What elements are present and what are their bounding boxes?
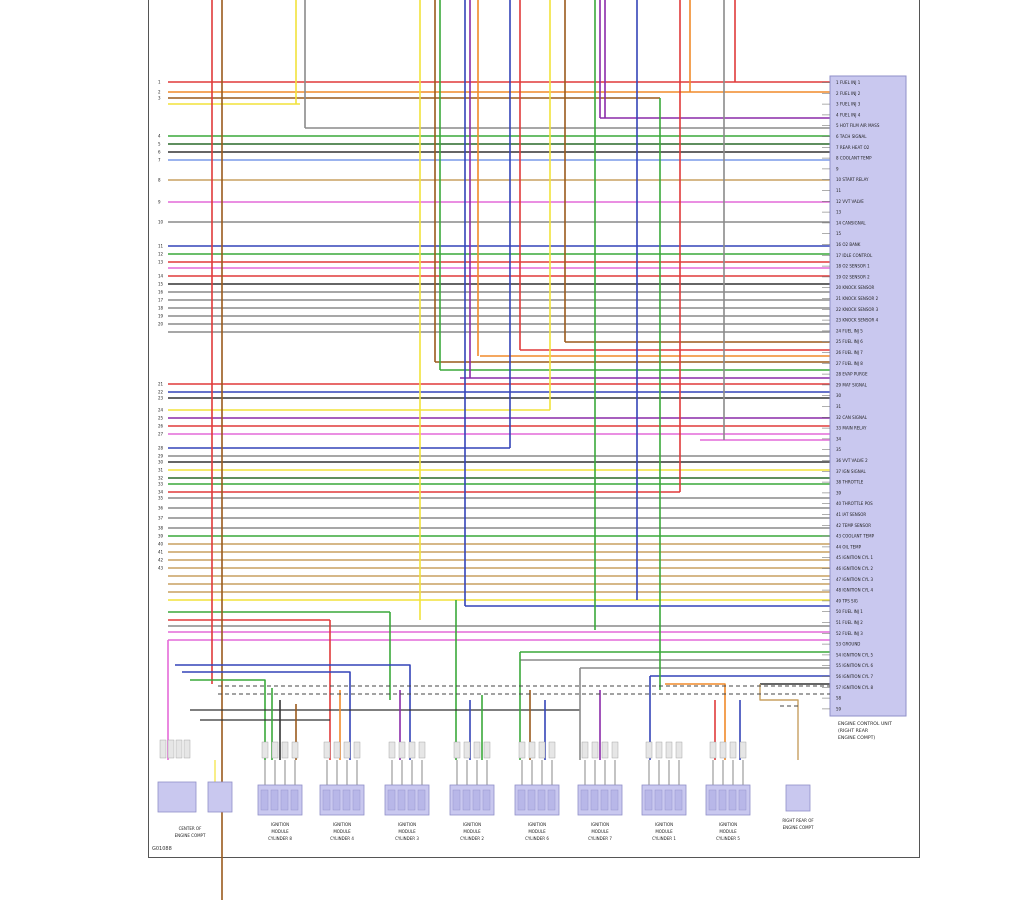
coil-pin-label-box [282,742,288,758]
ecm-pin-label: 35 [836,447,842,453]
left-pin-number: 39 [158,533,164,539]
left-pin-number: 38 [158,525,164,531]
ecm-pin-label: 42 TEMP SENSOR [836,522,871,528]
coil-terminal [528,790,535,810]
ecm-pin-label: 49 TPS SIG [836,598,858,604]
coil-terminal [281,790,288,810]
coil-terminal [333,790,340,810]
coil-pin-label-box [399,742,405,758]
coil-module-label: IGNITION [527,822,547,827]
ecm-pin-label: 38 THROTTLE [836,479,864,485]
left-pin-number: 41 [158,549,164,555]
coil-pin-label-box [612,742,618,758]
ecm-pin-label: 13 [836,209,842,215]
ecm-pin-label: 10 START RELAY [836,177,869,183]
coil-terminal [388,790,395,810]
ecm-pin-label: 54 IGNITION CYL 5 [836,652,874,658]
ecm-pin-label: 52 FUEL INJ 3 [836,630,863,636]
left-pin-number: 6 [158,149,161,155]
left-pin-number: 8 [158,177,161,183]
ecm-pin-label: 11 [836,188,842,193]
coil-pin-label-box [582,742,588,758]
ecm-pin-label: 56 IGNITION CYL 7 [836,674,874,679]
ecm-pin-label: 39 [836,490,842,496]
coil-terminal [538,790,545,810]
left-pin-number: 26 [158,423,164,429]
left-pin-number: 1 [158,79,161,85]
ecm-label-line: ENGINE CONTROL UNIT [838,722,892,727]
coil-terminal [729,790,736,810]
ecm-pin-label: 41 IAT SENSOR [836,512,867,517]
coil-module-label: CYLINDER 8 [268,836,292,841]
coil-module-label: CYLINDER 3 [395,836,419,841]
coil-terminal [261,790,268,810]
left-pin-number: 27 [158,431,164,437]
coil-pin-label-box [592,742,598,758]
ecm-pin-label: 18 O2 SENSOR 1 [836,263,870,269]
ecm-pin-label: 17 IDLE CONTROL [836,252,873,258]
ecm-pin-label: 32 CAN SIGNAL [836,414,867,420]
coil-pin-label-box [720,742,726,758]
ecm-pin-label: 22 KNOCK SENSOR 3 [836,306,879,312]
ecm-pin-label: 20 KNOCK SENSOR [836,285,875,291]
coil-pin-label-box [272,742,278,758]
coil-module-label: IGNITION [462,822,482,827]
coil-module-label: MODULE [528,829,546,834]
coil-pin-label-box [292,742,298,758]
coil-pin-label-box [710,742,716,758]
left-pin-number: 28 [158,445,164,451]
connector-pin-label-box [160,740,166,758]
center-connector-label: ENGINE COMPT [174,833,206,838]
coil-terminal [271,790,278,810]
coil-pin-label-box [389,742,395,758]
ecm-pin-label: 2 FUEL INJ 2 [836,90,861,96]
connector-pin-label-box [176,740,182,758]
ecm-pin-label: 59 [836,706,842,712]
ecm-pin-label: 27 FUEL INJ 8 [836,360,863,366]
ecm-pin-label: 55 IGNITION CYL 6 [836,663,874,669]
ecm-pin-label: 51 FUEL INJ 2 [836,620,863,625]
coil-module-label: IGNITION [590,822,610,827]
ecm-pin-label: 36 VVT VALVE 2 [836,458,868,463]
coil-pin-label-box [519,742,525,758]
coil-module-label: MODULE [719,829,737,834]
left-pin-number: 2 [158,89,161,95]
connector-pin-label-box [168,740,174,758]
ignition-coil-module [706,742,750,841]
left-pin-number: 20 [158,321,164,327]
left-pin-number: 31 [158,467,164,473]
left-pin-number: 15 [158,281,164,287]
center-connector-label: CENTER OF [178,826,202,831]
coil-pin-label-box [409,742,415,758]
coil-module-label: CYLINDER 5 [716,836,740,841]
left-pin-number: 30 [158,459,164,465]
coil-pin-label-box [740,742,746,758]
coil-terminal [323,790,330,810]
coil-pin-label-box [666,742,672,758]
left-pin-number: 18 [158,305,164,311]
coil-module-label: CYLINDER 2 [460,836,484,841]
ecm-pin-label: 21 KNOCK SENSOR 2 [836,296,879,301]
coil-pin-label-box [602,742,608,758]
left-pin-number: 11 [158,243,164,249]
left-pin-number: 29 [158,453,164,459]
ecm-pin-label: 48 IGNITION CYL 4 [836,587,874,593]
left-pin-number: 23 [158,395,164,401]
coil-pin-label-box [262,742,268,758]
coil-terminal [601,790,608,810]
coil-pin-label-box [539,742,545,758]
coil-module-label: MODULE [271,829,289,834]
ignition-coil-module [385,742,429,841]
ignition-coil-modules [258,742,750,841]
ignition-coil-module [642,742,686,841]
left-wire-labels [158,80,164,571]
ecm-pin-label: 43 COOLANT TEMP [836,533,875,539]
left-pin-number: 22 [158,389,164,395]
coil-pin-label-box [656,742,662,758]
ignition-coil-module [515,742,559,841]
ecm-pin-label: 45 IGNITION CYL 1 [836,555,874,561]
coil-terminal [408,790,415,810]
ignition-coil-module [450,742,494,841]
coil-terminal [548,790,555,810]
coil-terminal [665,790,672,810]
left-pin-number: 37 [158,515,164,521]
left-pin-number: 36 [158,505,164,511]
coil-terminal [611,790,618,810]
ecm-pin-label: 4 FUEL INJ 4 [836,112,861,118]
ecm-pin-label: 37 IGN SIGNAL [836,468,866,474]
coil-module-label: MODULE [333,829,351,834]
coil-pin-label-box [419,742,425,758]
connector-pin-label-box [184,740,190,758]
diagram-code: G01088 [152,846,172,852]
left-pin-number: 9 [158,199,161,205]
ecm-pin-label: 7 REAR HEAT O2 [836,144,870,150]
left-pin-number: 34 [158,489,164,495]
left-pin-number: 12 [158,251,164,257]
left-pin-number: 25 [158,415,164,421]
coil-terminal [719,790,726,810]
coil-pin-label-box [730,742,736,758]
coil-module-label: IGNITION [654,822,674,827]
coil-terminal [353,790,360,810]
ecm-pin-label: 1 FUEL INJ 1 [836,80,861,85]
coil-terminal [473,790,480,810]
coil-pin-label-box [549,742,555,758]
left-pin-number: 7 [158,157,161,163]
coil-pin-label-box [484,742,490,758]
ecm-label [838,721,892,741]
ecm-pin-label: 46 IGNITION CYL 2 [836,566,874,571]
coil-module-label: MODULE [591,829,609,834]
coil-module-label: IGNITION [332,822,352,827]
ecm-pin-label: 8 COOLANT TEMP [836,155,872,161]
ecm-pin-label: 3 FUEL INJ 3 [836,101,861,107]
ecm-pin-label: 40 THROTTLE POS [836,501,873,507]
left-pin-number: 13 [158,259,164,265]
coil-pin-label-box [529,742,535,758]
right-ground-label: ENGINE COMPT [782,825,814,830]
right-ground-box [786,785,810,811]
coil-module-label: CYLINDER 1 [652,836,676,841]
coil-module-label: IGNITION [718,822,738,827]
left-pin-number: 24 [158,407,164,413]
left-pin-number: 40 [158,541,164,547]
coil-module-label: CYLINDER 6 [525,836,549,841]
ecm-label-line: (RIGHT REAR [838,729,869,734]
coil-module-label: CYLINDER 7 [588,836,612,841]
left-pin-number: 14 [158,273,164,279]
ecm-pin-label: 19 O2 SENSOR 2 [836,274,870,280]
coil-terminal [483,790,490,810]
coil-terminal [739,790,746,810]
coil-module-label: IGNITION [397,822,417,827]
ecm-pin-label: 15 [836,231,842,237]
ecm-pin-label: 33 MAIN RELAY [836,425,867,431]
coil-terminal [581,790,588,810]
ecm-pin-label: 44 OIL TEMP [836,544,862,550]
coil-module-label: MODULE [463,829,481,834]
ecm-pin-label: 47 IGNITION CYL 3 [836,576,874,582]
left-pin-number: 3 [158,95,161,101]
ecm-pin-label: 26 FUEL INJ 7 [836,350,863,355]
left-pin-number: 21 [158,381,164,387]
coil-pin-label-box [354,742,360,758]
ecm-pin-label: 6 TACH SIGNAL [836,134,867,139]
left-pin-number: 43 [158,565,164,571]
left-pin-number: 10 [158,219,164,225]
left-pin-number: 35 [158,495,164,501]
coil-module-label: MODULE [655,829,673,834]
ecm-pin-label: 5 HOT FILM AIR MASS [836,123,880,129]
coil-pin-label-box [324,742,330,758]
coil-pin-label-box [454,742,460,758]
coil-terminal [591,790,598,810]
left-pin-number: 17 [158,297,164,303]
coil-terminal [518,790,525,810]
coil-terminal [291,790,298,810]
left-pin-number: 19 [158,313,164,319]
coil-terminal [655,790,662,810]
ecm-pin-label: 24 FUEL INJ 5 [836,328,863,334]
center-connector-box [158,782,196,812]
ecm-pin-label: 29 MAF SIGNAL [836,382,867,388]
coil-module-label: MODULE [398,829,416,834]
left-pin-number: 16 [158,289,164,295]
coil-terminal [463,790,470,810]
coil-pin-label-box [676,742,682,758]
ecm-pin-label: 30 [836,393,842,399]
ground-connector-box [208,782,232,812]
wire-loop [760,684,798,760]
ecm-pin-label: 16 O2 BANK [836,242,861,247]
ecm-pin-label: 31 [836,404,842,409]
coil-module-label: IGNITION [270,822,290,827]
ecm-pin-label: 50 FUEL INJ 1 [836,609,863,615]
ecm-pin-label: 58 [836,695,842,701]
ecm-pin-label: 25 FUEL INJ 6 [836,339,863,345]
ecm-pin-label: 28 EVAP PURGE [836,371,868,377]
coil-pin-label-box [646,742,652,758]
left-pin-number: 32 [158,475,164,481]
ecm-pin-label: 34 [836,436,842,442]
coil-terminal [398,790,405,810]
coil-pin-label-box [464,742,470,758]
left-pin-number: 33 [158,481,164,487]
ecm-pin-label: 12 VVT VALVE [836,198,864,204]
ecm-pin-label: 14 CANSIGNAL [836,220,866,226]
coil-pin-label-box [474,742,480,758]
wire-layer [168,0,830,900]
coil-pin-label-box [334,742,340,758]
ecm-pin-label: 23 KNOCK SENSOR 4 [836,317,879,323]
coil-terminal [675,790,682,810]
coil-terminal [343,790,350,810]
coil-terminal [418,790,425,810]
coil-module-label: CYLINDER 4 [330,836,354,841]
ignition-coil-module [320,742,364,841]
coil-pin-label-box [344,742,350,758]
ecm-pin-label: 57 IGNITION CYL 8 [836,684,874,690]
coil-terminal [709,790,716,810]
ecm-pin-label: 53 GROUND [836,641,861,647]
left-pin-number: 42 [158,557,164,563]
ecm-pin-label: 9 [836,166,839,172]
left-pin-number: 5 [158,141,161,147]
right-ground-label: RIGHT REAR OF [782,818,814,823]
coil-terminal [645,790,652,810]
ecm-label-line: ENGINE COMPT) [838,736,876,741]
coil-terminal [453,790,460,810]
left-pin-number: 4 [158,133,161,139]
